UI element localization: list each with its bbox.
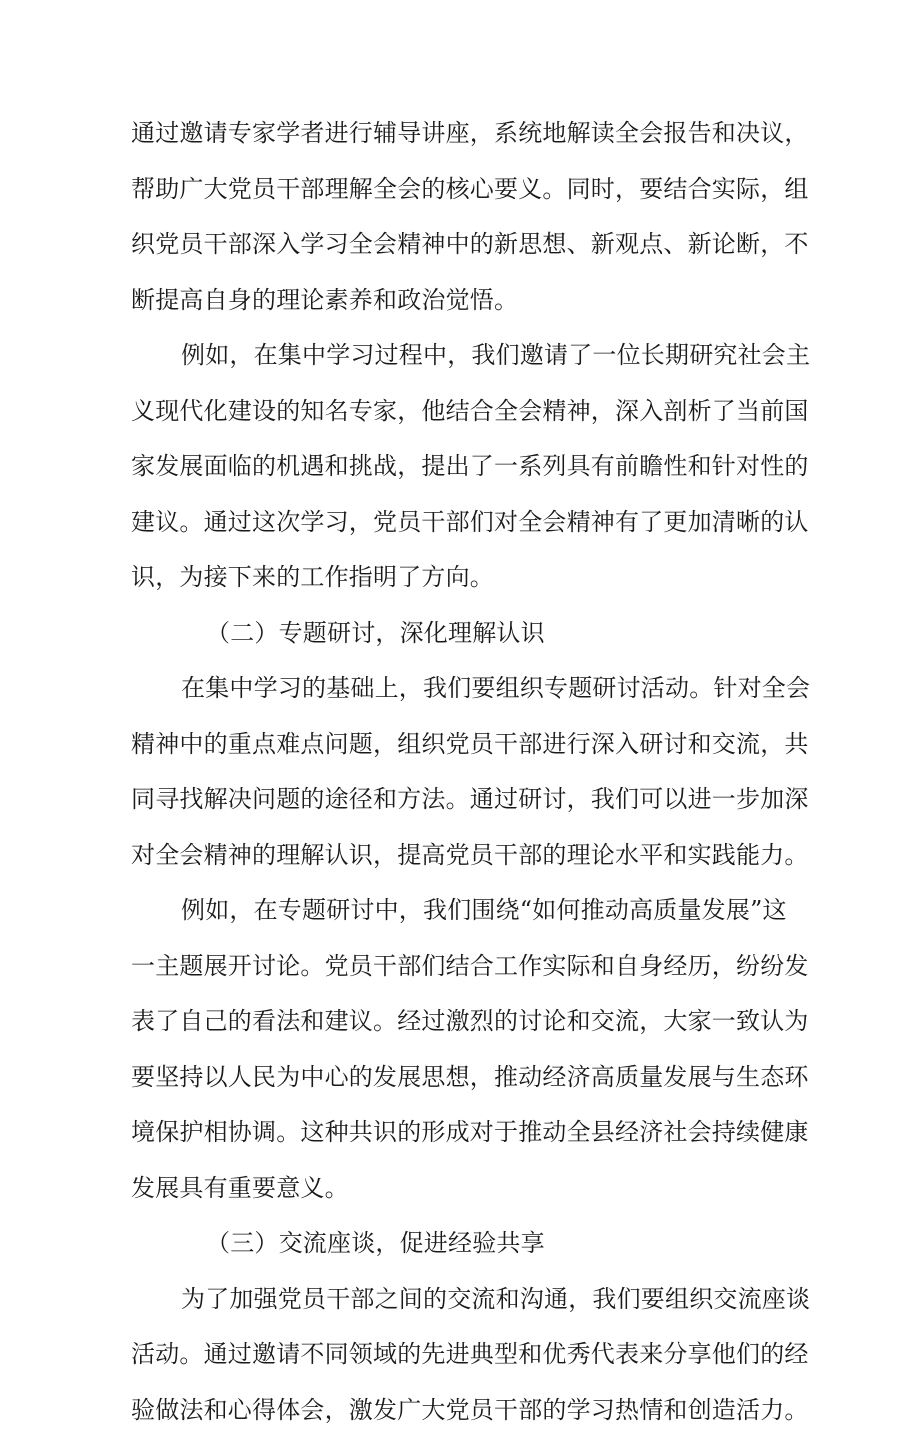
text-line: 织党员干部深入学习全会精神中的新思想、新观点、新论断，不 (131, 217, 791, 273)
document-body (131, 106, 791, 1438)
text-line: 义现代化建设的知名专家，他结合全会精神，深入剖析了当前国 (131, 384, 791, 440)
text-line: 对全会精神的理解认识，提高党员干部的理论水平和实践能力。 (131, 828, 791, 884)
text-line: 帮助广大党员干部理解全会的核心要义。同时，要结合实际，组 (131, 162, 791, 218)
text-line: 为了加强党员干部之间的交流和沟通，我们要组织交流座谈 (131, 1272, 791, 1328)
text-line: 同寻找解决问题的途径和方法。通过研讨，我们可以进一步加深 (131, 772, 791, 828)
text-line: 识，为接下来的工作指明了方向。 (131, 550, 791, 606)
text-line: 活动。通过邀请不同领域的先进典型和优秀代表来分享他们的经 (131, 1327, 791, 1383)
text-line: 发展具有重要意义。 (131, 1161, 791, 1217)
text-line: 表了自己的看法和建议。经过激烈的讨论和交流，大家一致认为 (131, 994, 791, 1050)
text-line: 建议。通过这次学习，党员干部们对全会精神有了更加清晰的认 (131, 495, 791, 551)
text-line: 家发展面临的机遇和挑战，提出了一系列具有前瞻性和针对性的 (131, 439, 791, 495)
section-heading: （三）交流座谈，促进经验共享 (131, 1216, 791, 1272)
text-line: 验做法和心得体会，激发广大党员干部的学习热情和创造活力。 (131, 1383, 791, 1438)
text-line: 断提高自身的理论素养和政治觉悟。 (131, 273, 791, 329)
section-heading: （二）专题研讨，深化理解认识 (131, 606, 791, 662)
text-line: 在集中学习的基础上，我们要组织专题研讨活动。针对全会 (131, 661, 791, 717)
text-line: 要坚持以人民为中心的发展思想，推动经济高质量发展与生态环 (131, 1050, 791, 1106)
text-line: 例如，在集中学习过程中，我们邀请了一位长期研究社会主 (131, 328, 791, 384)
text-line: 境保护相协调。这种共识的形成对于推动全县经济社会持续健康 (131, 1105, 791, 1161)
text-line: 一主题展开讨论。党员干部们结合工作实际和自身经历，纷纷发 (131, 939, 791, 995)
text-line: 例如，在专题研讨中，我们围绕“如何推动高质量发展”这 (131, 883, 791, 939)
text-line: 精神中的重点难点问题，组织党员干部进行深入研讨和交流，共 (131, 717, 791, 773)
text-line: 通过邀请专家学者进行辅导讲座，系统地解读全会报告和决议， (131, 106, 791, 162)
